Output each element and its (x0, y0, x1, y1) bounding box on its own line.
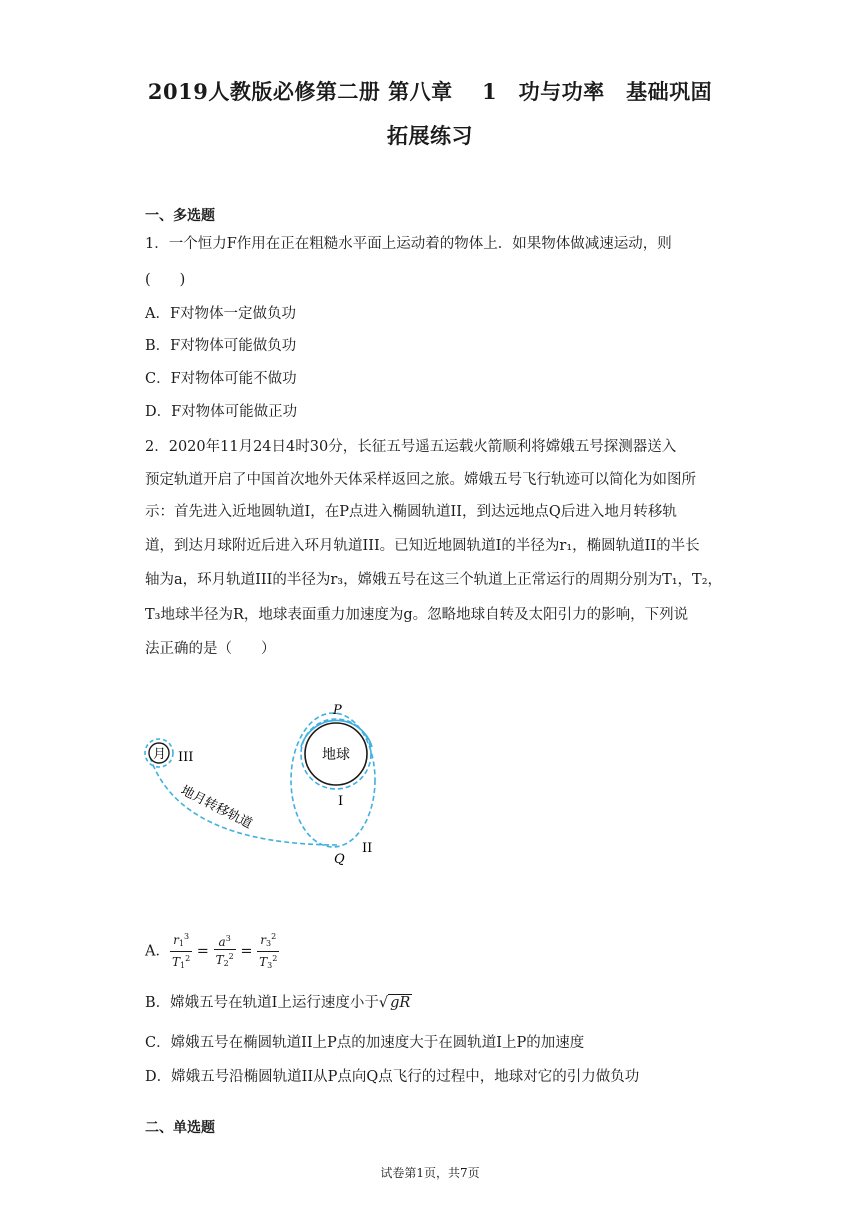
fraction-r1-t1: $\frac{r1^3}{T1^2}$ (171, 932, 191, 970)
moon-label: 月 (153, 747, 167, 762)
q2-stem-line4: 道，到达月球附近后进入环月轨道III。已知近地圆轨道I的半径为r₁，椭圆轨道II的半长 (145, 538, 700, 554)
q2-stem-line5: 轴为a，环月轨道III的半径为r₃，嫦娥五号在这三个轨道上正常运行的周期分别为T₁，T₂， (145, 572, 723, 588)
q1-option-d: D．F对物体可能做正功 (145, 404, 298, 420)
q1-option-a: A．F对物体一定做负功 (145, 306, 297, 322)
page-footer: 试卷第1页，共7页 (380, 1166, 480, 1180)
q1-option-b: B．F对物体可能做负功 (145, 338, 297, 354)
transfer-orbit-label: 地月转移轨道 (178, 783, 255, 832)
document-title-line1: 2019人教版必修第二册 第八章 1 功与功率 基础巩固 (147, 79, 713, 104)
document-title-line2: 拓展练习 (387, 123, 473, 148)
q2-stem-line1: 2．2020年11月24日4时30分，长征五号遥五运载火箭顺利将嫦娥五号探测器送入 (145, 439, 677, 455)
point-q-label: Q (334, 852, 345, 867)
q1-option-c: C．F对物体可能不做功 (145, 371, 297, 387)
q1-stem-line1: 1．一个恒力F作用在正在粗糙水平面上运动着的物体上．如果物体做减速运动，则 (145, 236, 672, 252)
point-p-label: P (333, 703, 342, 718)
section-heading-single-choice: 二、单选题 (145, 1120, 215, 1136)
fraction-a-t2: $\frac{a^3}{T2^2}$ (215, 934, 234, 968)
orbit-i-label: I (338, 794, 344, 809)
earth-label: 地球 (322, 747, 350, 763)
q1-stem-line2: ( ) (145, 272, 186, 288)
sqrt-gr: gR (390, 995, 411, 1011)
sqrt-sign: √ (378, 995, 389, 1011)
section-heading-multiple-choice: 一、多选题 (145, 208, 215, 224)
q2-stem-line3: 示：首先进入近地圆轨道I，在P点进入椭圆轨道II，到达远地点Q后进入地月转移轨 (145, 504, 677, 520)
orbit-diagram (140, 695, 400, 875)
q2-option-c: C．嫦娥五号在椭圆轨道II上P点的加速度大于在圆轨道I上P的加速度 (145, 1035, 585, 1051)
orbit-ii-label: II (362, 841, 373, 856)
q2-stem-line6: T₃地球半径为R，地球表面重力加速度为g。忽略地球自转及太阳引力的影响，下列说 (145, 607, 689, 623)
q2-stem-line2: 预定轨道开启了中国首次地外天体采样返回之旅。嫦娥五号飞行轨迹可以简化为如图所 (145, 472, 696, 488)
q2-option-a: A． $\frac{r1^3}{T1^2}$ = $\frac{a^3}{T2^2}$ = $\frac{r3^2}{T3^2}$ (145, 930, 279, 973)
orbit-iii-label: III (178, 750, 194, 765)
q2-option-b (145, 991, 412, 1012)
q2-option-b-text: B．嫦娥五号在轨道I上运行速度小于 (145, 995, 379, 1011)
q2-stem-line7: 法正确的是（ ） (145, 641, 276, 657)
q2-option-d: D．嫦娥五号沿椭圆轨道II从P点向Q点飞行的过程中，地球对它的引力做负功 (145, 1069, 640, 1085)
fraction-r3-t3: $\frac{r3^2}{T3^2}$ (259, 932, 278, 970)
q2-option-a-label: A． (145, 943, 170, 960)
